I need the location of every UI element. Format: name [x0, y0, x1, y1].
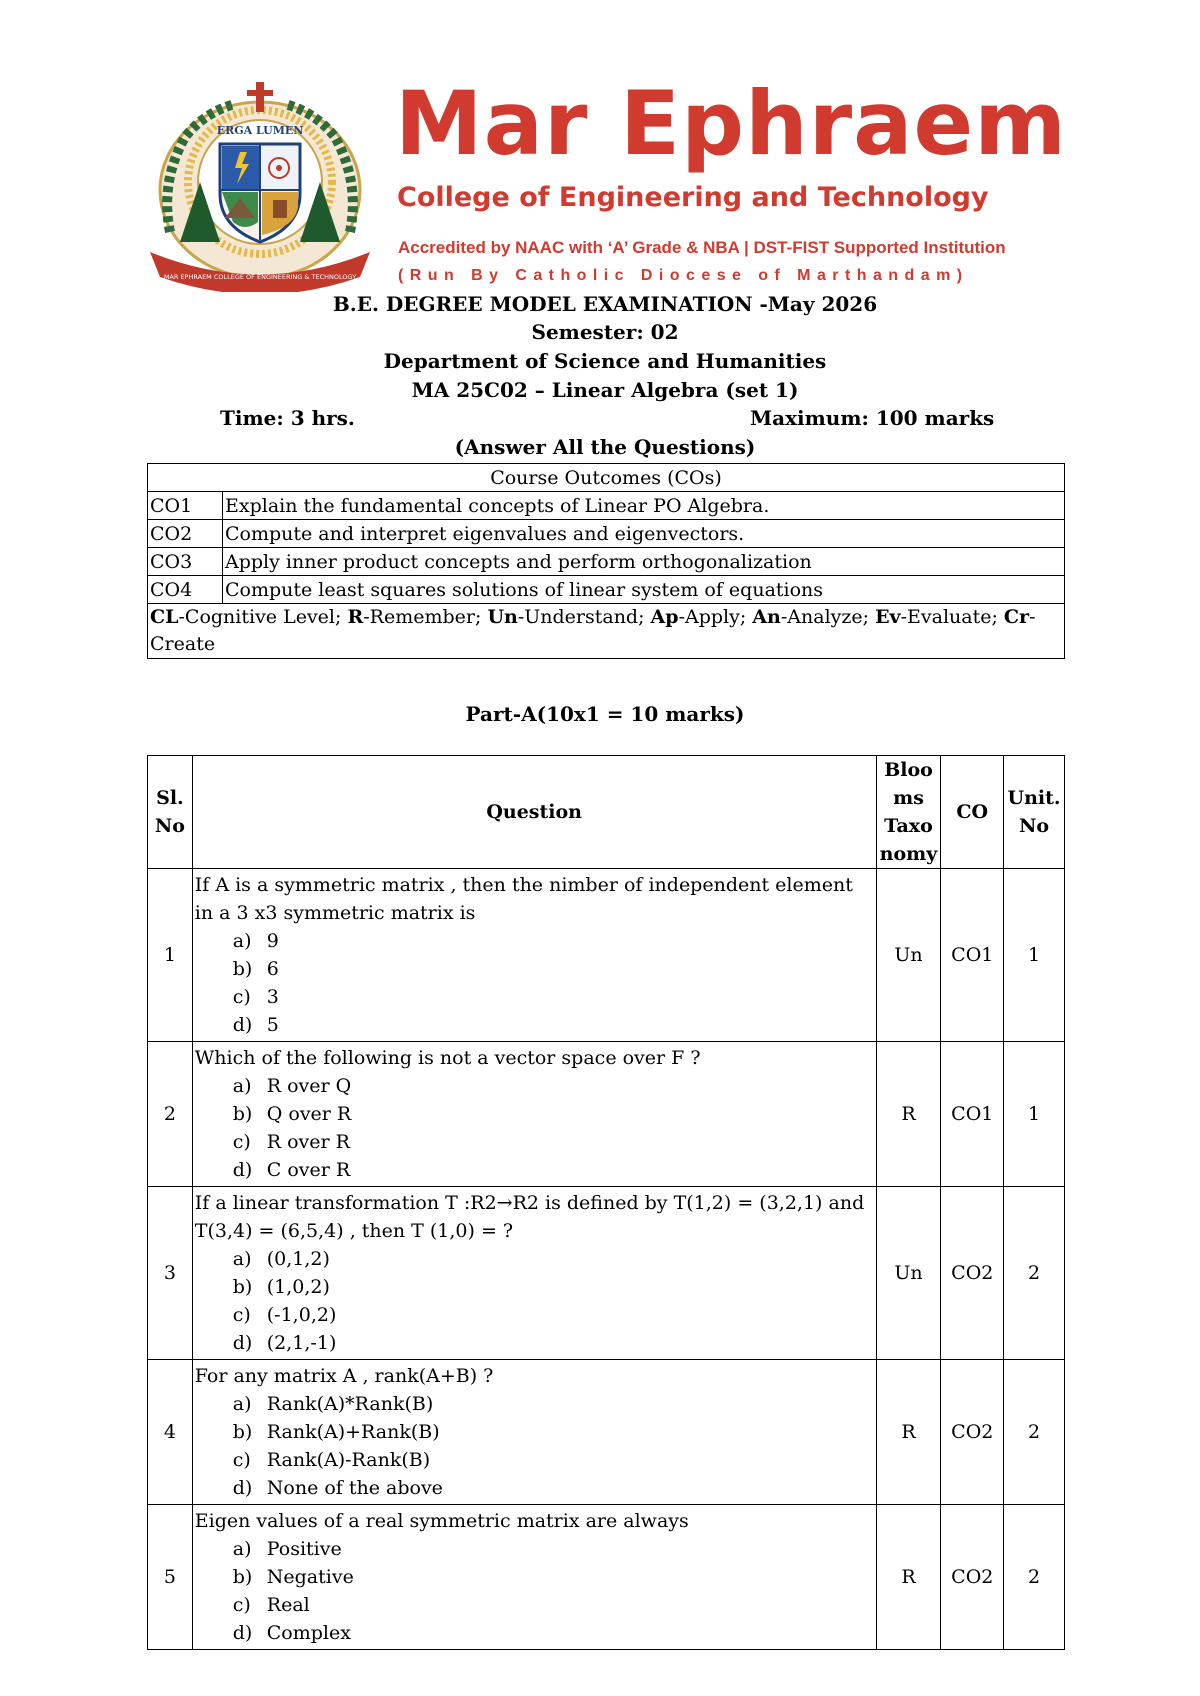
part-a-title: Part-A(10x1 = 10 marks) [465, 702, 745, 726]
col-blooms-text: ms [893, 787, 924, 809]
question-option [195, 1446, 874, 1474]
legend-text: -Analyze; [780, 606, 876, 628]
option-text: R over R [266, 1131, 350, 1153]
legend-abbr: Ap [650, 606, 679, 628]
question-option [195, 927, 874, 955]
option-label: d) [232, 1159, 253, 1181]
option-text: 5 [266, 1014, 279, 1036]
option-text: (1,0,2) [266, 1276, 330, 1298]
question-option [195, 1245, 874, 1273]
diocese-line: ( R u n B y C a t h o l i c D i o c e s e o f M a r t h a n d a m ) [398, 267, 964, 284]
question-number: 5 [148, 1505, 193, 1650]
question-row [148, 1187, 1065, 1360]
crest-motto: ERGA LUMEN [216, 124, 304, 137]
legend-abbr: CL [150, 606, 179, 628]
col-co: CO [941, 756, 1004, 869]
option-text: 3 [266, 986, 279, 1008]
co-row [148, 492, 1065, 520]
question-cell [192, 1360, 876, 1505]
question-option [195, 1535, 874, 1563]
question-co: CO2 [941, 1505, 1004, 1650]
question-option [195, 1273, 874, 1301]
option-label: b) [232, 958, 253, 980]
co-text: Explain the fundamental concepts of Linear PO Algebra. [223, 492, 1065, 520]
option-text: None of the above [266, 1477, 443, 1499]
option-text: C over R [266, 1159, 351, 1181]
option-label: b) [232, 1421, 253, 1443]
question-bloom: R [876, 1505, 941, 1650]
crest-ribbon-text: MAR EPHRAEM COLLEGE OF ENGINEERING & TECHNOLOGY [163, 273, 357, 281]
option-label: a) [232, 1538, 252, 1560]
question-number: 3 [148, 1187, 193, 1360]
question-cell [192, 1505, 876, 1650]
question-co: CO2 [941, 1187, 1004, 1360]
col-blooms-text: Taxo [884, 815, 933, 837]
question-cell [192, 1187, 876, 1360]
question-option [195, 1563, 874, 1591]
question-co: CO1 [941, 1042, 1004, 1187]
col-blooms-text: nomy [879, 843, 938, 865]
option-text: Negative [266, 1566, 354, 1588]
option-text: R over Q [266, 1075, 352, 1097]
question-bloom: Un [876, 869, 941, 1042]
question-option [195, 1156, 874, 1184]
question-row [148, 869, 1065, 1042]
question-option [195, 1100, 874, 1128]
co-text: Compute and interpret eigenvalues and eigenvectors. [223, 520, 1065, 548]
college-header [145, 72, 1067, 292]
question-row [148, 1360, 1065, 1505]
option-text: Rank(A)-Rank(B) [266, 1449, 431, 1471]
co-text: Apply inner product concepts and perform orthogonalization [223, 548, 1065, 576]
co-legend-row [148, 604, 1065, 659]
co-code: CO4 [148, 576, 223, 604]
option-label: c) [232, 1304, 251, 1326]
question-unit: 2 [1004, 1187, 1065, 1360]
exam-instruction: (Answer All the Questions) [454, 435, 756, 459]
col-sl-no [148, 756, 193, 869]
question-stem: If A is a symmetric matrix , then the nimber of independent element in a 3 x3 symmetric matrix is [194, 874, 853, 924]
question-option [195, 983, 874, 1011]
question-option [195, 1011, 874, 1039]
accreditation-line: Accredited by NAAC with ‘A’ Grade & NBA | DST-FIST Supported Institution [398, 238, 1006, 257]
question-stem: Eigen values of a real symmetric matrix are always [194, 1510, 689, 1532]
co-heading: Course Outcomes (COs) [148, 464, 1065, 492]
question-bloom: Un [876, 1187, 941, 1360]
option-label: a) [232, 1075, 252, 1097]
questions-header-row [148, 756, 1065, 869]
co-legend [148, 604, 1065, 659]
legend-abbr: R [347, 606, 364, 628]
col-unit [1004, 756, 1065, 869]
question-cell [192, 1042, 876, 1187]
option-label: a) [232, 1248, 252, 1270]
legend-text: -Remember; [363, 606, 488, 628]
question-option [195, 1128, 874, 1156]
option-text: Positive [266, 1538, 342, 1560]
question-co: CO2 [941, 1360, 1004, 1505]
col-unit-text: Unit. [1007, 787, 1061, 809]
co-code: CO1 [148, 492, 223, 520]
question-option [195, 1474, 874, 1502]
col-unit-text: No [1019, 815, 1050, 837]
question-bloom: R [876, 1360, 941, 1505]
option-label: b) [232, 1276, 253, 1298]
option-label: d) [232, 1477, 253, 1499]
legend-text: -Cognitive Level; [178, 606, 348, 628]
col-blooms-text: Bloo [884, 759, 933, 781]
option-label: d) [232, 1332, 253, 1354]
legend-text: -Create [150, 606, 1036, 655]
option-text: 6 [266, 958, 279, 980]
col-sl-no-text: No [154, 815, 185, 837]
question-unit: 2 [1004, 1505, 1065, 1650]
question-stem: Which of the following is not a vector space over F ? [194, 1047, 701, 1069]
course-outcomes-table [147, 463, 1065, 659]
option-label: b) [232, 1566, 253, 1588]
questions-table [147, 755, 1065, 1650]
exam-semester: Semester: 02 [531, 320, 679, 344]
option-label: b) [232, 1103, 253, 1125]
exam-time: Time: 3 hrs. [220, 406, 355, 430]
question-option [195, 1418, 874, 1446]
col-question: Question [192, 756, 876, 869]
question-unit: 2 [1004, 1360, 1065, 1505]
college-subtitle: College of Engineering and Technology [397, 182, 989, 213]
exam-department: Department of Science and Humanities [383, 349, 827, 373]
option-label: c) [232, 1594, 251, 1616]
option-label: c) [232, 986, 251, 1008]
co-heading-row [148, 464, 1065, 492]
option-label: c) [232, 1131, 251, 1153]
legend-abbr: Un [487, 606, 518, 628]
col-blooms [876, 756, 941, 869]
co-text: Compute least squares solutions of linear system of equations [223, 576, 1065, 604]
option-text: Rank(A)*Rank(B) [266, 1393, 434, 1415]
option-label: a) [232, 1393, 252, 1415]
co-row [148, 548, 1065, 576]
option-text: Complex [266, 1622, 351, 1644]
col-sl-no-text: Sl. [156, 787, 184, 809]
option-label: c) [232, 1449, 251, 1471]
legend-abbr: Cr [1003, 606, 1030, 628]
question-number: 1 [148, 869, 193, 1042]
legend-text: -Apply; [678, 606, 753, 628]
question-option [195, 955, 874, 983]
college-crest-logo [145, 82, 375, 292]
legend-abbr: Ev [875, 606, 901, 628]
question-number: 4 [148, 1360, 193, 1505]
college-name: Mar Ephraem [395, 72, 1067, 175]
question-option [195, 1301, 874, 1329]
option-text: 9 [266, 930, 279, 952]
legend-text: -Evaluate; [900, 606, 1004, 628]
co-code: CO2 [148, 520, 223, 548]
question-option [195, 1390, 874, 1418]
exam-max-marks: Maximum: 100 marks [750, 406, 995, 430]
legend-text: -Understand; [517, 606, 651, 628]
question-stem: For any matrix A , rank(A+B) ? [194, 1365, 494, 1387]
option-label: d) [232, 1014, 253, 1036]
question-option [195, 1072, 874, 1100]
legend-abbr: An [752, 606, 781, 628]
question-number: 2 [148, 1042, 193, 1187]
option-text: Q over R [266, 1103, 352, 1125]
option-label: a) [232, 930, 252, 952]
option-text: (2,1,-1) [266, 1332, 337, 1354]
option-text: Real [266, 1594, 310, 1616]
exam-course: MA 25C02 – Linear Algebra (set 1) [411, 378, 799, 402]
question-option [195, 1329, 874, 1357]
question-row [148, 1505, 1065, 1650]
option-label: d) [232, 1622, 253, 1644]
question-stem: If a linear transformation T :R2→R2 is defined by T(1,2) = (3,2,1) and T(3,4) = (6,5,4) , then T (1,0) = ? [194, 1192, 865, 1242]
question-option [195, 1619, 874, 1647]
option-text: (0,1,2) [266, 1248, 330, 1270]
option-text: Rank(A)+Rank(B) [266, 1421, 440, 1443]
question-bloom: R [876, 1042, 941, 1187]
co-row [148, 520, 1065, 548]
question-option [195, 1591, 874, 1619]
question-row [148, 1042, 1065, 1187]
co-code: CO3 [148, 548, 223, 576]
question-unit: 1 [1004, 1042, 1065, 1187]
exam-title: B.E. DEGREE MODEL EXAMINATION -May 2026 [332, 292, 878, 316]
question-cell [192, 869, 876, 1042]
question-unit: 1 [1004, 869, 1065, 1042]
question-co: CO1 [941, 869, 1004, 1042]
co-row [148, 576, 1065, 604]
option-text: (-1,0,2) [266, 1304, 337, 1326]
